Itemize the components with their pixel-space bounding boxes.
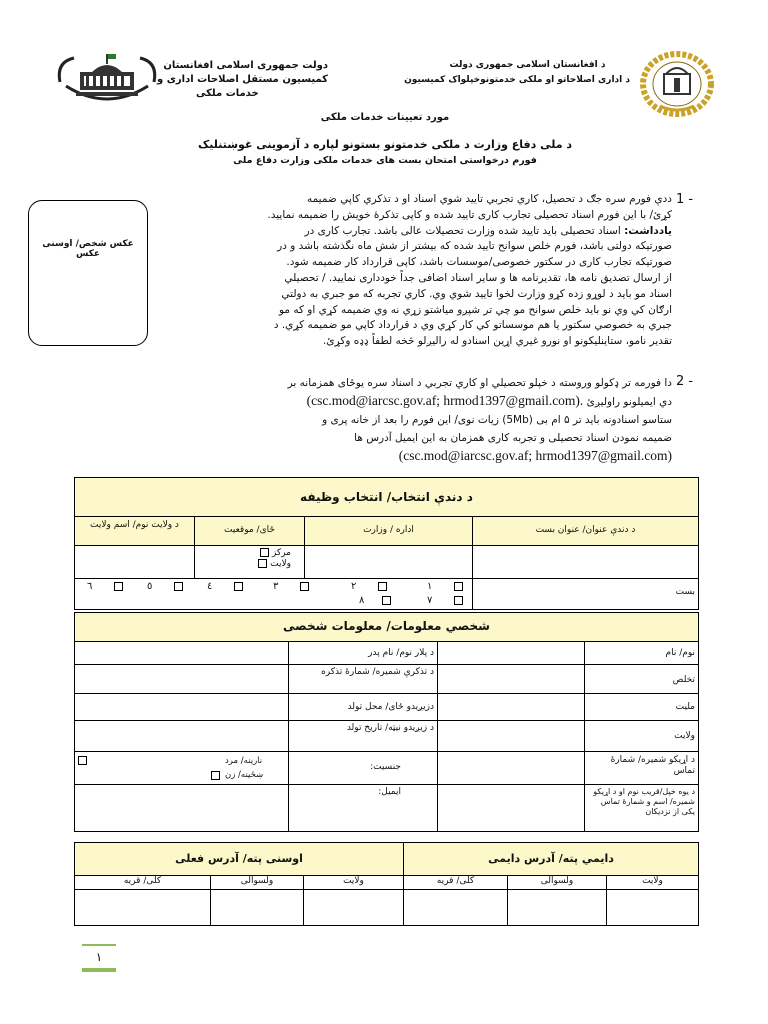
personal-section-title: شخصي معلومات/ معلومات شخصی bbox=[283, 619, 490, 633]
grade-6-checkbox[interactable] bbox=[114, 582, 123, 591]
addr-col-province-permanent: ولایت bbox=[606, 875, 699, 890]
grade-option-4 bbox=[207, 581, 243, 592]
grade-8-label: ۸ bbox=[359, 595, 365, 606]
label-name: نوم/ نام bbox=[584, 641, 699, 665]
page-number: ۱ bbox=[95, 950, 103, 964]
grade-4-checkbox[interactable] bbox=[234, 582, 243, 591]
grade-options bbox=[74, 578, 473, 610]
province-input[interactable] bbox=[437, 720, 585, 752]
pashto-title: د ملی دفاع وزارت د ملکی خدمتونو بستونو لپاره د آزموینی غوښتنلیک bbox=[198, 138, 572, 151]
instruction-line: ددې فورم سره جګ د تحصیل، کاري تجربي تایید شوي اسناد او د تذکري کاپي ضمیمه bbox=[306, 193, 672, 205]
instruction-line: ضمیمه نمودن اسناد تحصیلی و تجربه کاری همزمان به این ایمیل آدرس ها bbox=[354, 432, 672, 444]
afghan-emblem bbox=[636, 48, 718, 118]
footer-line-bottom bbox=[82, 968, 116, 972]
option-center-label: مرکز bbox=[271, 548, 291, 558]
location-options bbox=[194, 545, 305, 579]
permanent-village-input[interactable] bbox=[403, 889, 508, 926]
note-label: یادداشت: bbox=[624, 224, 672, 237]
nationality-input[interactable] bbox=[437, 693, 585, 721]
label-id-number: د تذکرې شمیره/ شمارهٔ تذکره bbox=[288, 664, 438, 694]
grade-option-5 bbox=[147, 581, 183, 592]
grade-5-label: ٥ bbox=[147, 581, 153, 592]
female-checkbox[interactable] bbox=[211, 771, 220, 780]
label-father-name: د پلار نوم/ نام پدر bbox=[288, 641, 438, 665]
grade-3-checkbox[interactable] bbox=[300, 582, 309, 591]
grade-6-label: ٦ bbox=[87, 581, 93, 592]
permanent-address-header: دایمي پته/ آدرس دایمی bbox=[403, 842, 699, 876]
instruction-line: دا فورمه تر ډکولو وروسته د خپلو تحصیلي او کاري تجربي د اسناد سره یوځای همزمانه بر bbox=[287, 377, 672, 389]
male-label: نارینه/ مرد bbox=[225, 756, 263, 766]
instruction-line: صورتیکه تجارب کاری در سکتور خصوصی/موسسات باشد، کاپی قرارداد کار ضمیمه شود. bbox=[286, 256, 672, 269]
coat-of-arms-icon bbox=[636, 48, 718, 118]
father-name-input[interactable] bbox=[74, 641, 289, 665]
grade-option-1 bbox=[427, 581, 463, 592]
grade-2-checkbox[interactable] bbox=[378, 582, 387, 591]
label-relative-contact: د یوه خپل/قریب نوم او د اړیکو شمیره/ اسم و شمارهٔ تماس یکی از نزدیکان bbox=[584, 784, 699, 832]
addr-col-province-current: ولایت bbox=[303, 875, 404, 890]
instruction-paragraph-1 bbox=[160, 192, 672, 350]
label-gender: جنسیت: bbox=[288, 751, 438, 785]
header-subtitle: مورد تعیینات خدمات ملکی bbox=[320, 112, 450, 123]
label-birth-place: دزیږیدو ځای/ محل تولد bbox=[288, 693, 438, 721]
instruction-line bbox=[160, 392, 672, 411]
addr-col-village-current: کلی/ قریه bbox=[74, 875, 211, 890]
birth-place-input[interactable] bbox=[74, 693, 289, 721]
email-input[interactable] bbox=[74, 784, 289, 832]
grade-7-label: ۷ bbox=[427, 595, 433, 606]
option-center bbox=[198, 548, 301, 559]
header-right-line-2: د اداری اصلاحاتو او ملکی خدمتونوخپلواک کمیسیون bbox=[404, 75, 630, 85]
department-input[interactable] bbox=[304, 545, 473, 579]
note-text: اسناد تحصیلی باید تایید شده وزارت تحصیلات عالی باشد. تجارب کاری در bbox=[304, 224, 621, 237]
job-section-title: د دندې انتخاب/ انتخاب وظیفه bbox=[300, 490, 473, 504]
grade-7-checkbox[interactable] bbox=[454, 596, 463, 605]
current-village-input[interactable] bbox=[74, 889, 211, 926]
instruction-line: ارګان کي وي نو باید خلص سوانح مو چي تر شپږو میاشتو زړي نه وي ضمیمه کړي او که مو bbox=[278, 303, 672, 316]
current-district-input[interactable] bbox=[210, 889, 304, 926]
header-left-line-2: کمیسیون مستقل اصلاحات اداری و bbox=[157, 74, 328, 85]
addr-col-district-current: ولسوالی bbox=[210, 875, 304, 890]
grade-8-checkbox[interactable] bbox=[382, 596, 391, 605]
province-checkbox[interactable] bbox=[258, 559, 267, 568]
province-name-input[interactable] bbox=[74, 545, 195, 579]
label-email: ایمیل: bbox=[288, 784, 438, 832]
note-line bbox=[160, 224, 672, 240]
grade-option-8 bbox=[359, 595, 391, 606]
birth-date-input[interactable] bbox=[74, 720, 289, 752]
instruction-number-2: 2 - bbox=[676, 374, 694, 389]
photo-box-label: عکس شخص/ اوسنی عکس bbox=[42, 239, 134, 259]
contact-number-input[interactable] bbox=[437, 751, 585, 785]
photo-box[interactable] bbox=[28, 200, 148, 346]
addr-col-district-permanent: ولسوالی bbox=[507, 875, 607, 890]
grade-5-checkbox[interactable] bbox=[174, 582, 183, 591]
current-province-input[interactable] bbox=[303, 889, 404, 926]
instruction-line: جبري به خصوصي سکتور یا هم موسساتو کي کار کړي وي د قرارداد کاپي مو ضمیمه کړي. د bbox=[273, 319, 672, 332]
name-input[interactable] bbox=[437, 641, 585, 665]
instruction-line: کړئ/ با این فورم اسناد تحصیلی تجارب کاری تایید شده و کاپی تذکرهٔ خویش را ضمیمه نمایید. bbox=[267, 208, 672, 221]
instruction-line: تقدیر نامو، ستاینلیکونو او نورو غیري اړین اسنادو له راليږلو څخه لطفاً ډډه وکړئ. bbox=[322, 335, 672, 348]
job-title-input[interactable] bbox=[472, 545, 699, 579]
label-contact-number: د اړیکو شمیره/ شمارهٔ تماس bbox=[584, 751, 699, 785]
center-checkbox[interactable] bbox=[260, 548, 269, 557]
label-surname: تخلص bbox=[584, 664, 699, 694]
label-nationality: ملیت bbox=[584, 693, 699, 721]
label-province: ولایت bbox=[584, 720, 699, 752]
grade-1-checkbox[interactable] bbox=[454, 582, 463, 591]
relative-contact-input[interactable] bbox=[437, 784, 585, 832]
grade-option-7 bbox=[427, 595, 463, 606]
current-address-header: اوسنی پته/ آدرس فعلی bbox=[74, 842, 404, 876]
grade-1-label: ۱ bbox=[427, 581, 433, 592]
instruction-line: از ارسال تصدیق نامه ها، تقدیرنامه ها و سایر اسناد اضافی جداً خودداری نمایید. / تحصیلي bbox=[284, 271, 672, 284]
col-department-header: اداره / وزارت bbox=[304, 516, 473, 546]
dari-title: فورم درخواستی امتحان بست های خدمات ملکی وزارت دفاع ملی bbox=[233, 155, 537, 166]
gender-options bbox=[74, 751, 289, 785]
instruction-number-1: 1 - bbox=[676, 192, 694, 207]
option-province-label: ولایت bbox=[270, 559, 291, 569]
parliament-emblem-icon bbox=[52, 52, 162, 114]
instruction-line: صورتیکه دولتی باشد، فورم خلص سوانح تایید شده که بیشتر از شش ماه نگذشته باشد و در bbox=[277, 240, 672, 253]
header-right-line-1: د افغانستان اسلامی جمهوری دولت bbox=[449, 60, 606, 70]
header-left-line-3: خدمات ملکی bbox=[196, 88, 259, 99]
male-checkbox[interactable] bbox=[78, 756, 87, 765]
grade-4-label: ٤ bbox=[207, 581, 213, 592]
surname-input[interactable] bbox=[437, 664, 585, 694]
option-province bbox=[198, 559, 301, 570]
grade-label-cell bbox=[472, 578, 699, 610]
grade-option-6 bbox=[87, 581, 123, 592]
grade-3-label: ۳ bbox=[273, 581, 279, 592]
instruction-paragraph-2 bbox=[160, 374, 672, 465]
left-emblem bbox=[52, 52, 162, 114]
col-location-header: ځای/ موقعیت bbox=[194, 516, 305, 546]
email-addresses-b: (csc.mod@iarcsc.gov.af; hrmod1397@gmail.com) bbox=[398, 448, 672, 463]
id-number-input[interactable] bbox=[74, 664, 289, 694]
header-left-line-1: دولت جمهوری اسلامی افغانستان bbox=[163, 60, 328, 71]
col-job-title-header: د دندې عنوان/ عنوان بست bbox=[472, 516, 699, 546]
grade-2-label: ۲ bbox=[351, 581, 357, 592]
email-addresses-a: (csc.mod@iarcsc.gov.af; hrmod1397@gmail.com). bbox=[306, 393, 584, 408]
permanent-district-input[interactable] bbox=[507, 889, 607, 926]
col-province-header: د ولایت نوم/ اسم ولایت bbox=[74, 516, 195, 546]
instruction-line: اسناد مو باید د لوړو زده کړو وزارت لخوا تایید شوي وي. کاري تجربه که مو جبري به دولتي bbox=[281, 287, 672, 300]
grade-option-3 bbox=[273, 581, 309, 592]
female-label: ښځینه/ زن bbox=[225, 770, 264, 780]
footer-line-top bbox=[82, 944, 116, 946]
grade-option-2 bbox=[351, 581, 387, 592]
instruction-line: ستاسو اسنادونه باید تر ۵ ام بی (5Mb) زیات نوی/ این فورم را بعد از خانه پری و bbox=[322, 414, 672, 426]
addr-col-village-permanent: کلی/ قریه bbox=[403, 875, 508, 890]
permanent-province-input[interactable] bbox=[606, 889, 699, 926]
email-intro: دي ایمیلونو راولیږئ bbox=[586, 396, 672, 408]
label-birth-date: د زیږیدو نیټه/ تاریخ تولد bbox=[288, 720, 438, 752]
grade-label: بست bbox=[675, 587, 695, 597]
